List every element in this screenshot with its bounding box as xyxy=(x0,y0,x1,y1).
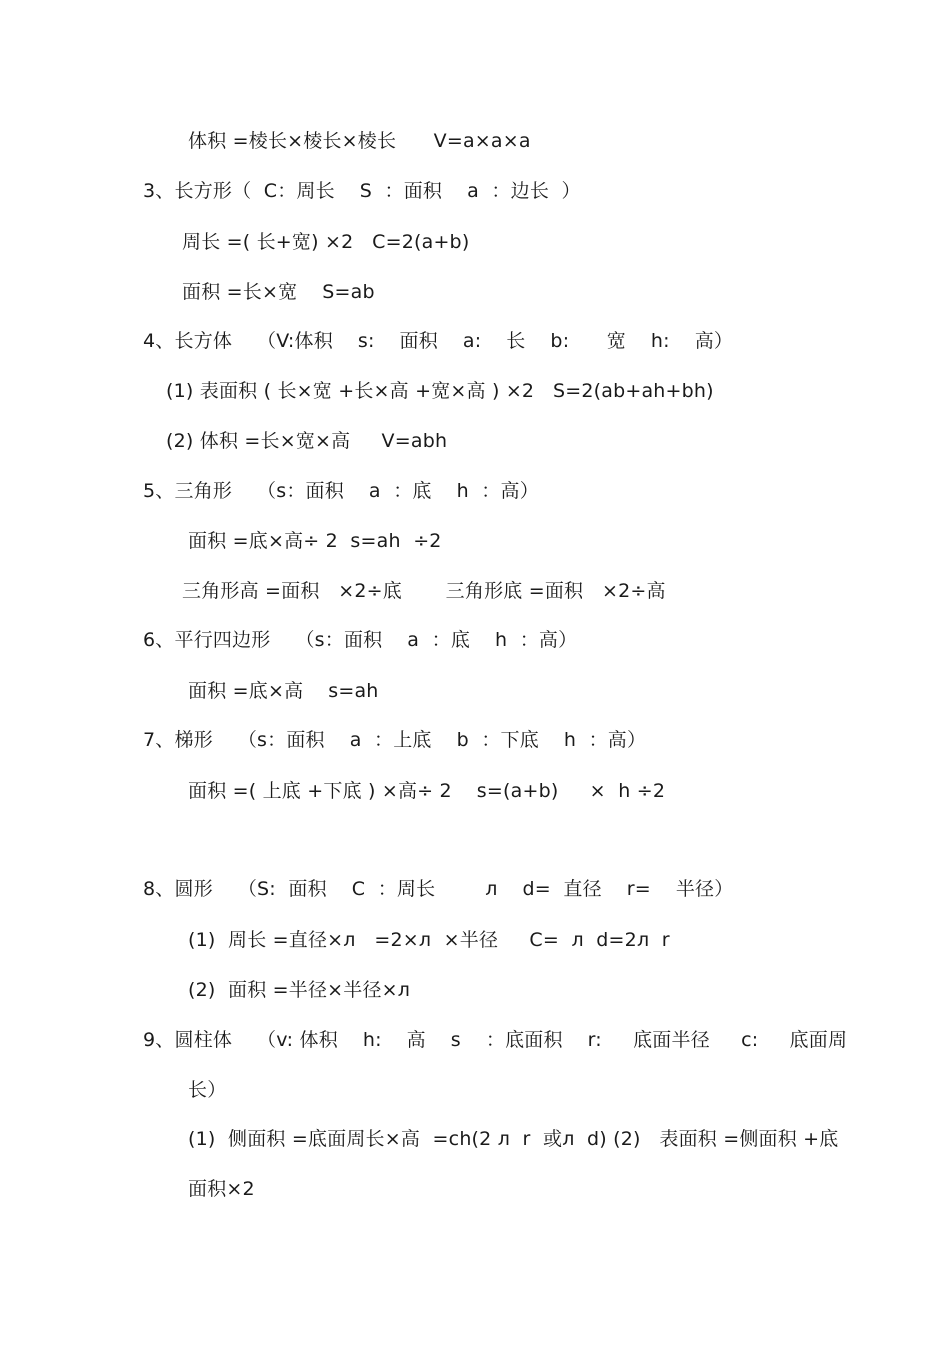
circle-perimeter-formula: (1) 周长 =直径×л =2×л ×半径 C= л d=2л r xyxy=(188,929,670,951)
cylinder-lateral-surface-formula: (1) 侧面积 =底面周长×高 =ch(2 л r 或л d) (2) 表面积 =侧面积 +底 xyxy=(188,1128,839,1150)
cylinder-surface-formula-continued: 面积×2 xyxy=(188,1178,255,1200)
triangle-heading: 5、三角形 （s：面积 a ：底 h ：高） xyxy=(143,480,539,502)
parallelogram-area-formula: 面积 =底×高 s=ah xyxy=(188,680,379,702)
triangle-height-base-formula: 三角形高 =面积 ×2÷底 三角形底 =面积 ×2÷高 xyxy=(182,580,666,602)
circle-area-formula: (2) 面积 =半径×半径×л xyxy=(188,979,411,1001)
parallelogram-heading: 6、平行四边形 （s：面积 a ：底 h ：高） xyxy=(143,629,578,651)
trapezoid-heading: 7、梯形 （s：面积 a ：上底 b ：下底 h ：高） xyxy=(143,729,647,751)
rectangle-heading: 3、长方形（ C：周长 S ：面积 a ：边长 ） xyxy=(143,180,581,202)
cylinder-heading: 9、圆柱体 （v: 体积 h: 高 s ：底面积 r: 底面半径 c: 底面周 xyxy=(143,1029,848,1051)
cuboid-surface-area-formula: (1) 表面积 ( 长×宽 +长×高 +宽×高 ) ×2 S=2(ab+ah+bh) xyxy=(166,380,714,402)
circle-heading: 8、圆形 （S: 面积 C ：周长 л d= 直径 r= 半径） xyxy=(143,878,734,900)
rectangle-area-formula: 面积 =长×宽 S=ab xyxy=(182,281,375,303)
trapezoid-area-formula: 面积 =( 上底 +下底 ) ×高÷ 2 s=(a+b) × h ÷2 xyxy=(188,780,666,802)
cuboid-volume-formula: (2) 体积 =长×宽×高 V=abh xyxy=(166,430,448,452)
rectangle-perimeter-formula: 周长 =( 长+宽) ×2 C=2(a+b) xyxy=(182,231,470,253)
cylinder-heading-continued: 长） xyxy=(188,1079,227,1101)
cube-volume-formula: 体积 =棱长×棱长×棱长 V=a×a×a xyxy=(188,130,531,152)
cuboid-heading: 4、长方体 （V:体积 s: 面积 a: 长 b: 宽 h: 高） xyxy=(143,330,734,352)
triangle-area-formula: 面积 =底×高÷ 2 s=ah ÷2 xyxy=(188,530,442,552)
